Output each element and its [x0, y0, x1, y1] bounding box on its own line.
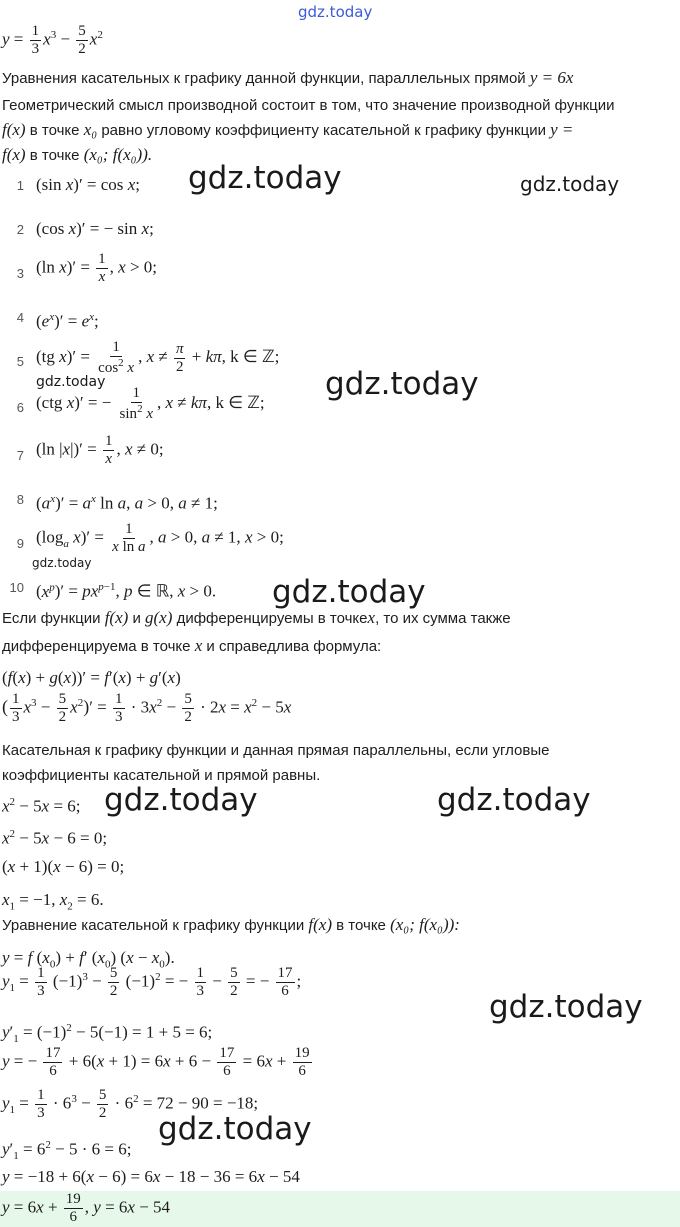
- list-number-7: 7: [16, 448, 24, 463]
- tangent-fx: f(x): [308, 915, 332, 934]
- sum-line-2: [2, 636, 381, 658]
- sum-line-2-post: и справедлива формула:: [206, 638, 382, 655]
- geo-line-3-pre: в точке: [29, 147, 80, 164]
- equation-roots: $x_1 = -1$, $x_2 = 6$.: [2, 890, 104, 913]
- derivative-rule-6: (ctg x)′ = − $\frac{1}{\sin^2 x}$ , x ≠ kπ, k ∈ ℤ;: [36, 385, 265, 422]
- task-title: [2, 68, 573, 90]
- tangent-general-formula: y = f $(x_0) + f'$ $(x_0) (x - x_0)$.: [2, 948, 175, 971]
- list-number-5: 5: [16, 354, 24, 369]
- y1-value: $y_1$ = $\frac{1}{3}$ $(-1)^3$ − $\frac{5}{2}$ $(-1)^2$ = − $\frac{1}{3}$ − $\frac{5}{2}$ = − $\frac{17}{6}$ ;: [2, 965, 302, 999]
- list-number-8: 8: [16, 492, 24, 507]
- sum-line-1-pre: Если функции: [2, 610, 101, 627]
- x0-formula: x₀: [83, 120, 98, 139]
- task-title-text: Уравнения касательных к графику данной функции, параллельных прямой: [2, 70, 526, 87]
- sum-x: x: [367, 608, 376, 627]
- equation-step-1: $x^2 - 5x = 6$;: [2, 796, 81, 816]
- sum-line-1-end: , то их сумма также: [375, 610, 511, 627]
- tangent-point: (x₀; f(x₀)):: [390, 915, 460, 934]
- y2-derivative: $y'_1 = 6^2 - 5 \cdot 6 = 6$;: [2, 1139, 132, 1163]
- task-title-formula: y = 6x: [529, 68, 574, 87]
- sum-fx: f(x): [104, 608, 129, 627]
- derivative-rule-5: (tg x)′ = $\frac{1}{\cos^2 x}$ , x ≠ $\frac{\pi}{2}$ + kπ, k ∈ ℤ;: [36, 339, 280, 376]
- equation-step-3: (x + 1)(x − 6) = 0;: [2, 857, 125, 876]
- derivative-rule-7: (ln |x|)′ = $\frac{1}{x}$ , x ≠ 0;: [36, 433, 164, 467]
- watermark-3: gdz.today: [36, 374, 106, 390]
- fx-formula-2: f(x): [2, 145, 26, 164]
- derivative-rule-3: (ln x)′ = $\frac{1}{x}$ , x > 0;: [36, 251, 158, 285]
- derivative-rule-10: $(x^p)' = px^{p-1}$, p ∈ ℝ, x > 0.: [36, 581, 217, 601]
- watermark-10: gdz.today: [158, 1111, 312, 1147]
- sum-line-2-pre: дифференцируема в точке: [2, 638, 191, 655]
- tangent-eq-mid: в точке: [336, 917, 386, 934]
- tangent-eq-pre: Уравнение касательной к графику функции: [2, 917, 305, 934]
- sum-x-2: x: [194, 636, 203, 655]
- tangent-2: y = −18 + 6(x − 6) = 6x − 18 − 36 = 6x − 54: [2, 1167, 300, 1186]
- tangent-1: y = − $\frac{17}{6}$ + 6(x + 1) = 6x + 6 − $\frac{17}{6}$ = 6x + $\frac{19}{6}$: [2, 1045, 310, 1079]
- watermark-1: gdz.today: [188, 160, 342, 196]
- sum-gx: g(x): [145, 608, 173, 627]
- list-number-4: 4: [16, 310, 24, 325]
- fx-formula: f(x): [2, 120, 26, 139]
- list-number-6: 6: [16, 400, 24, 415]
- derivative-rule-8: $(a^x)' = a^x$ ln a, a > 0, a ≠ 1;: [36, 493, 218, 513]
- geo-line-3: [2, 145, 152, 167]
- parallel-line-1: Касательная к графику функции и данная прямая параллельны, если угловые: [2, 742, 550, 759]
- geo-line-2-post: равно угловому коэффициенту касательной к графику функции: [101, 122, 546, 139]
- derivative-rule-2: (cos x)′ = − sin x;: [36, 219, 154, 238]
- geo-line-2-pre: в точке: [29, 122, 80, 139]
- watermark-4: gdz.today: [325, 366, 479, 402]
- watermark-8: gdz.today: [437, 782, 591, 818]
- list-number-3: 3: [16, 266, 24, 281]
- sum-line-1-post: дифференцируемы в точке: [176, 610, 368, 627]
- geo-line-2: f(x) в точке x₀ равно угловому коэффициенту касательной к графику функции y =: [2, 120, 574, 139]
- list-number-1: 1: [16, 178, 24, 193]
- watermark-6: gdz.today: [272, 574, 426, 610]
- derivative-computation: ( $\frac{1}{3}$ $x^3$ − $\frac{5}{2}$ $x^2)'$ = $\frac{1}{3}$ · $3x^2$ − $\frac{5}{2}$ · $2x = x^2 - 5x$: [2, 691, 292, 725]
- watermark-7: gdz.today: [104, 782, 258, 818]
- watermark-5: gdz.today: [32, 556, 92, 570]
- point-formula: (x₀; f(x₀)).: [83, 145, 153, 164]
- sum-formula: (f(x) + g(x))′ = f′(x) + g′(x): [2, 668, 181, 687]
- list-number-10: 10: [9, 580, 24, 595]
- list-number-9: 9: [16, 536, 24, 551]
- y2-value: $y_1$ = $\frac{1}{3}$ · $6^3$ − $\frac{5}{2}$ · $6^2 = 72 - 90 = -18$;: [2, 1087, 259, 1121]
- function-formula: y = $\frac{1}{3}$ $x^3$ − $\frac{5}{2}$ $x^2$: [2, 23, 103, 57]
- watermark-2: gdz.today: [520, 172, 620, 196]
- geo-line-1: Геометрический смысл производной состоит в том, что значение производной функции: [2, 97, 615, 114]
- sum-line-1-mid: и: [132, 610, 141, 627]
- equation-step-2: $x^2 - 5x - 6 = 0$;: [2, 828, 108, 848]
- derivative-rule-4: $(e^x)' = e^x$;: [36, 311, 99, 331]
- watermark-top: gdz.today: [298, 3, 373, 21]
- list-number-2: 2: [16, 222, 24, 237]
- y1-derivative: $y'_1 = (-1)^2 - 5(-1) = 1 + 5 = 6$;: [2, 1022, 213, 1046]
- watermark-9: gdz.today: [489, 989, 643, 1025]
- parallel-line-2: коэффициенты касательной и прямой равны.: [2, 767, 321, 784]
- answer: y = 6x + $\frac{19}{6}$ , y = 6x − 54: [2, 1191, 171, 1225]
- tangent-equation-title: [2, 915, 460, 937]
- derivative-rule-1: (sin x)′ = cos x;: [36, 175, 140, 194]
- derivative-rule-9: ($\log_a$ x)′ = $\frac{1}{\text{x ln a}}$ , a > 0, a ≠ 1, x > 0;: [36, 521, 284, 555]
- sum-line-1: [2, 608, 511, 630]
